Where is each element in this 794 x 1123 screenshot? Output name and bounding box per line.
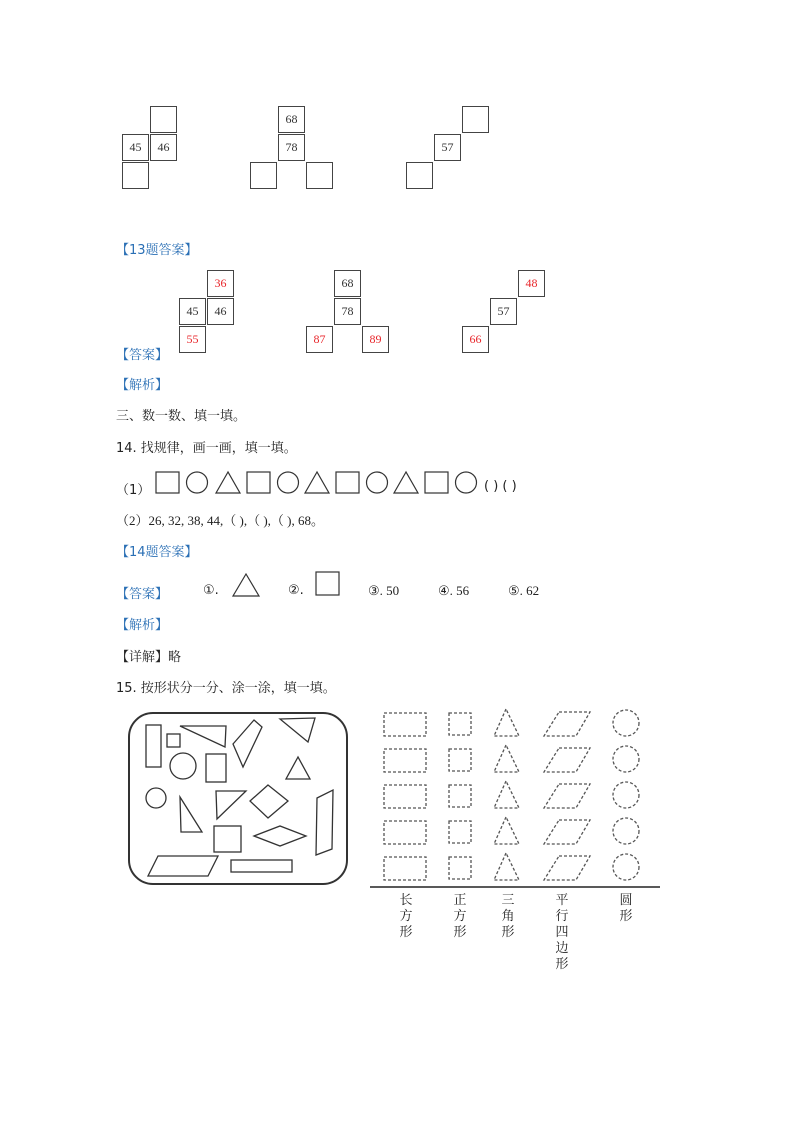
section-title: 三、数一数、填一填。: [116, 409, 247, 424]
q14-detail: [116, 646, 181, 665]
shapes-box: [128, 712, 350, 887]
grid-cell: [406, 162, 433, 189]
q14-title: 14. 找规律，画一画，填一填。: [116, 441, 297, 456]
grid-cell: 46: [150, 134, 177, 161]
grid-cell: [122, 162, 149, 189]
rectangle-slot: [384, 713, 426, 736]
answer-3: ③. 50: [368, 583, 400, 598]
grid-cell: 78: [278, 134, 305, 161]
label-circle: 圆形: [619, 893, 633, 924]
rectangle-slot: [384, 857, 426, 880]
rectangle-slot: [384, 749, 426, 772]
q13-analysis-label: 【解析】: [116, 378, 169, 393]
square-shape: [425, 472, 448, 493]
circle-shape: [278, 472, 299, 493]
square-slot: [449, 785, 471, 807]
grid-cell: [250, 162, 277, 189]
triangle-shape: [286, 757, 310, 779]
answer-1-label: ①.: [203, 583, 219, 598]
shape-sequence: [150, 470, 490, 498]
answer-2-label: ②.: [288, 583, 304, 598]
grid-cell: 45: [179, 298, 206, 325]
circle-slot: [613, 782, 639, 808]
triangle-shape: [180, 726, 226, 747]
answer-4: ④. 56: [438, 583, 470, 598]
grid-cell: [306, 162, 333, 189]
triangle-shape: [305, 472, 329, 493]
circle-shape: [170, 753, 196, 779]
parallelogram-slot: [544, 820, 590, 844]
square-answer-icon: [315, 571, 341, 597]
circle-slot: [613, 710, 639, 736]
square-shape: [336, 472, 359, 493]
parallelogram-slot: [544, 784, 590, 808]
triangle-shape: [280, 718, 315, 742]
label-parallelogram: 平行四边形: [555, 893, 569, 972]
grid-cell: 57: [490, 298, 517, 325]
q14-part2: （2）26, 32, 38, 44,（ ),（ ),（ ), 68。: [116, 513, 324, 528]
grid-cell: 89: [362, 326, 389, 353]
answer-5: ⑤. 62: [508, 583, 540, 598]
triangle-slot: [494, 781, 519, 808]
shape-chart: [370, 704, 662, 890]
square-shape: [247, 472, 270, 493]
parallelogram-shape: [233, 720, 262, 767]
square-slot: [449, 713, 471, 735]
q15-title: 15. 按形状分一分、涂一涂，填一填。: [116, 681, 336, 696]
circle-shape: [187, 472, 208, 493]
rhombus-shape: [250, 785, 288, 818]
square-shape: [167, 734, 180, 747]
q14-part1-blanks: ( ) ( ): [484, 479, 517, 494]
grid-cell: 66: [462, 326, 489, 353]
grid-cell: [150, 106, 177, 133]
triangle-slot: [494, 709, 519, 736]
rectangle-shape: [206, 754, 226, 782]
circle-shape: [456, 472, 477, 493]
triangle-shape: [180, 797, 202, 832]
rectangle-shape: [231, 860, 292, 872]
parallelogram-slot: [544, 856, 590, 880]
grid-cell: 46: [207, 298, 234, 325]
square-slot: [449, 749, 471, 771]
circle-slot: [613, 746, 639, 772]
triangle-shape: [216, 472, 240, 493]
rectangle-shape: [146, 725, 161, 767]
triangle-slot: [494, 745, 519, 772]
parallelogram-slot: [544, 712, 590, 736]
grid-cell: 36: [207, 270, 234, 297]
parallelogram-slot: [544, 748, 590, 772]
q14-part1-prefix: （1）: [116, 483, 151, 498]
q14-analysis-label: 【解析】: [116, 618, 169, 633]
detail-text: 略: [168, 650, 182, 665]
grid-cell: 57: [434, 134, 461, 161]
rectangle-slot: [384, 821, 426, 844]
square-slot: [449, 821, 471, 843]
label-square: 正方形: [453, 893, 467, 940]
circle-slot: [613, 818, 639, 844]
q14-answer-header: 【14题答案】: [116, 545, 198, 560]
triangle-answer-icon: [232, 573, 260, 597]
grid-cell: 68: [278, 106, 305, 133]
label-rectangle: 长方形: [399, 893, 413, 940]
grid-cell: 78: [334, 298, 361, 325]
circle-slot: [613, 854, 639, 880]
grid-cell: 87: [306, 326, 333, 353]
square-slot: [449, 857, 471, 879]
parallelogram-shape: [148, 856, 218, 876]
grid-cell: 55: [179, 326, 206, 353]
detail-label: 【详解】: [116, 650, 169, 665]
parallelogram-shape: [316, 790, 333, 855]
grid-cell: 68: [334, 270, 361, 297]
square-shape: [214, 826, 241, 852]
grid-cell: 48: [518, 270, 545, 297]
q13-answer-header: 【13题答案】: [116, 243, 198, 258]
circle-shape: [146, 788, 166, 808]
grid-cell: 45: [122, 134, 149, 161]
triangle-slot: [494, 817, 519, 844]
rectangle-slot: [384, 785, 426, 808]
grid-cell: [462, 106, 489, 133]
triangle-shape: [216, 791, 246, 819]
q13-answer-label: 【答案】: [116, 348, 169, 363]
label-triangle: 三角形: [501, 893, 515, 940]
q14-answer-label: 【答案】: [116, 587, 169, 602]
rhombus-shape: [254, 826, 306, 846]
square-shape: [156, 472, 179, 493]
triangle-slot: [494, 853, 519, 880]
circle-shape: [367, 472, 388, 493]
triangle-shape: [394, 472, 418, 493]
